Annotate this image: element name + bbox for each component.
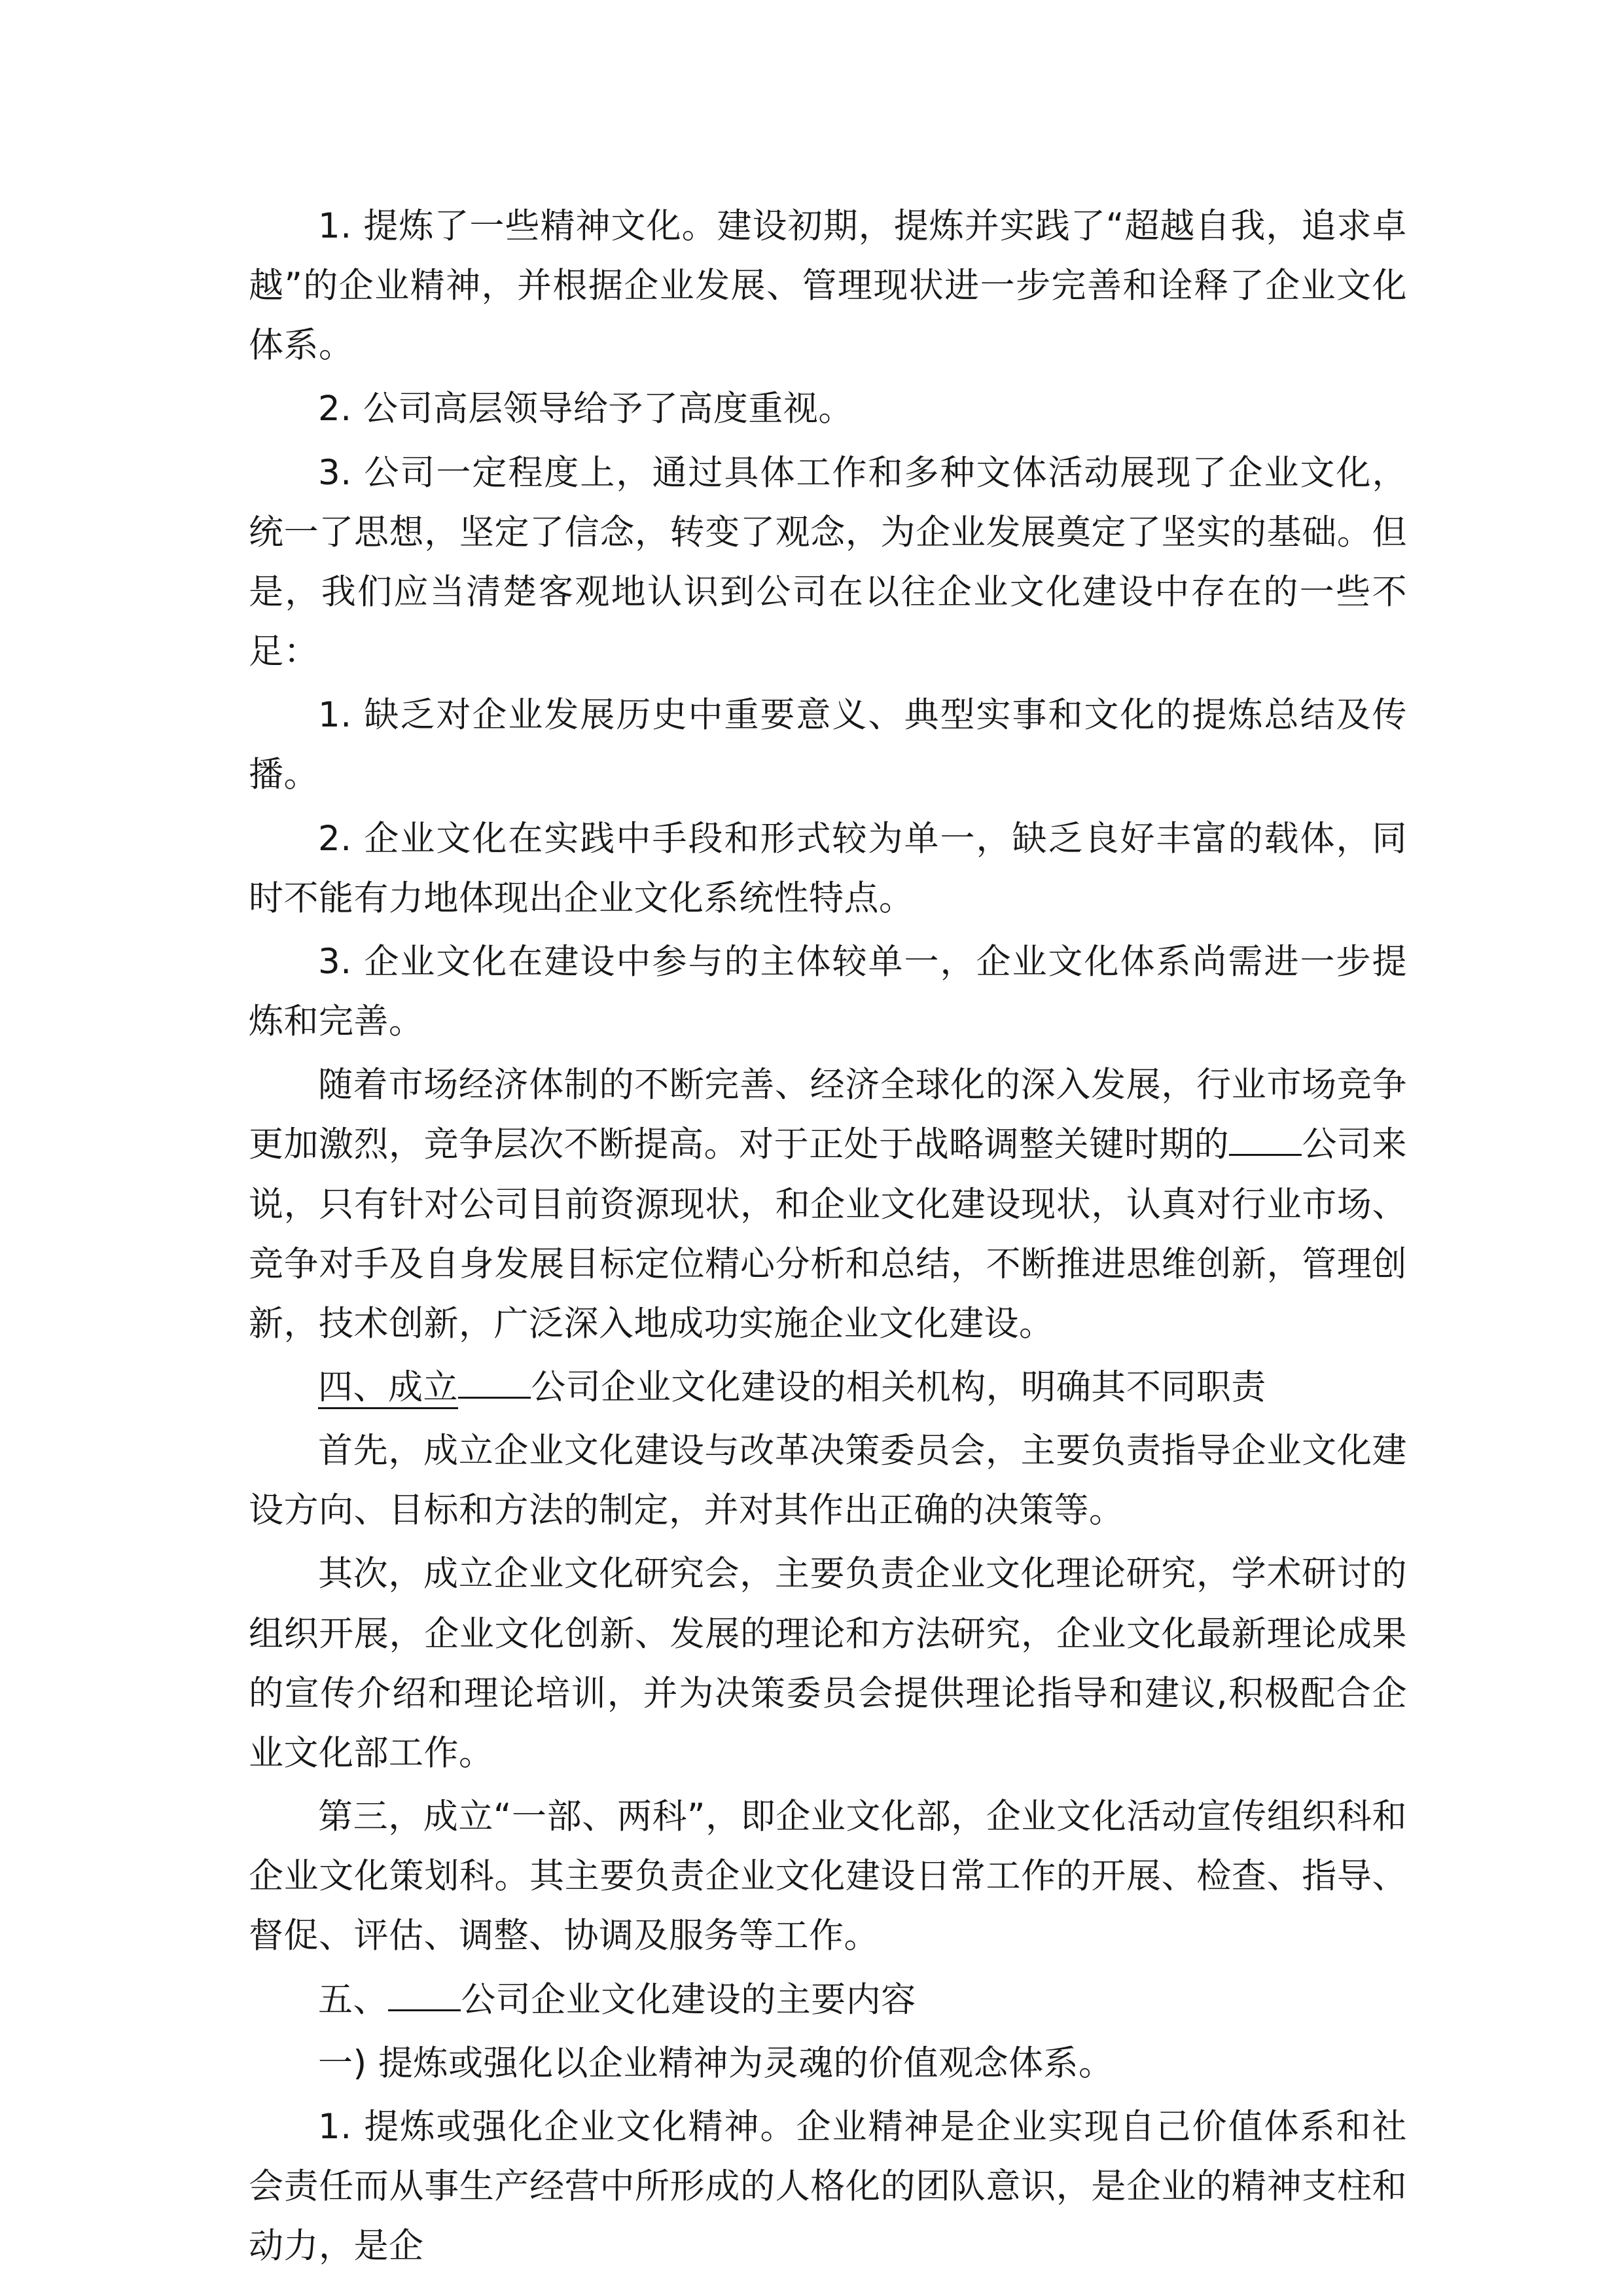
paragraph-9: 其次，成立企业文化研究会，主要负责企业文化理论研究，学术研讨的组织开展，企业文化创新、发展的理论和方法研究，企业文化最新理论成果的宣传介绍和理论培训，并为决策委员会提供理论指导和建议,积极配合企业文化部工作。 — [249, 1554, 1407, 1773]
section-heading-four-text-before: 四、成立 — [318, 1367, 458, 1409]
section-heading-five — [249, 1970, 1407, 2030]
paragraph-8: 首先，成立企业文化建设与改革决策委员会，主要负责指导企业文化建设方向、目标和方法的制定，并对其作出正确的决策等。 — [249, 1431, 1407, 1531]
paragraph-4: 1. 缺乏对企业发展历史中重要意义、典型实事和文化的提炼总结及传播。 — [249, 695, 1407, 795]
paragraph-3: 3. 公司一定程度上，通过具体工作和多种文体活动展现了企业文化，统一了思想，坚定了信念，转变了观念，为企业发展奠定了坚实的基础。但是，我们应当清楚客观地认识到公司在以往企业文化建设中存在的一些不足： — [249, 452, 1407, 672]
paragraph-7 — [249, 1055, 1407, 1354]
section-heading-four — [249, 1357, 1407, 1417]
paragraph-7-text-after: 公司来说，只有针对公司目前资源现状，和企业文化建设现状，认真对行业市场、竞争对手及自身发展目标定位精心分析和总结，不断推进思维创新，管理创新，技术创新，广泛深入地成功实施企业文化建设。 — [249, 1124, 1408, 1344]
section-heading-five-text-after: 公司企业文化建设的主要内容 — [461, 1979, 916, 2020]
document-body — [249, 196, 1407, 2276]
paragraph-10: 第三，成立“一部、两科”，即企业文化部，企业文化活动宣传组织科和企业文化策划科。其主要负责企业文化建设日常工作的开展、检查、指导、督促、评估、调整、协调及服务等工作。 — [249, 1797, 1407, 1956]
fill-in-blank-company-1 — [1229, 1119, 1302, 1156]
paragraph-12: 1. 提炼或强化企业文化精神。企业精神是企业实现自己价值体系和社会责任而从事生产经营中所形成的人格化的团队意识，是企业的精神支柱和动力，是企 — [249, 2106, 1407, 2267]
paragraph-6: 3. 企业文化在建设中参与的主体较单一，企业文化体系尚需进一步提炼和完善。 — [249, 941, 1407, 1042]
paragraph-7-text-before: 随着市场经济体制的不断完善、经济全球化的深入发展，行业市场竞争更加激烈，竞争层次不断提高。对于正处于战略调整关键时期的 — [249, 1065, 1407, 1165]
section-heading-four-text-after: 公司企业文化建设的相关机构，明确其不同职责 — [531, 1367, 1266, 1407]
section-heading-five-text-before: 五、 — [318, 1979, 388, 2020]
paragraph-11: 一) 提炼或强化以企业精神为灵魂的价值观念体系。 — [318, 2043, 1114, 2083]
fill-in-blank-company-2 — [458, 1362, 531, 1399]
fill-in-blank-company-3 — [388, 1975, 461, 2011]
paragraph-5: 2. 企业文化在实践中手段和形式较为单一，缺乏良好丰富的载体，同时不能有力地体现出企业文化系统性特点。 — [249, 818, 1407, 918]
paragraph-1: 1. 提炼了一些精神文化。建设初期，提炼并实践了“超越自我，追求卓越”的企业精神，并根据企业发展、管理现状进一步完善和诠释了企业文化体系。 — [249, 206, 1407, 366]
paragraph-2: 2. 公司高层领导给予了高度重视。 — [318, 389, 853, 429]
